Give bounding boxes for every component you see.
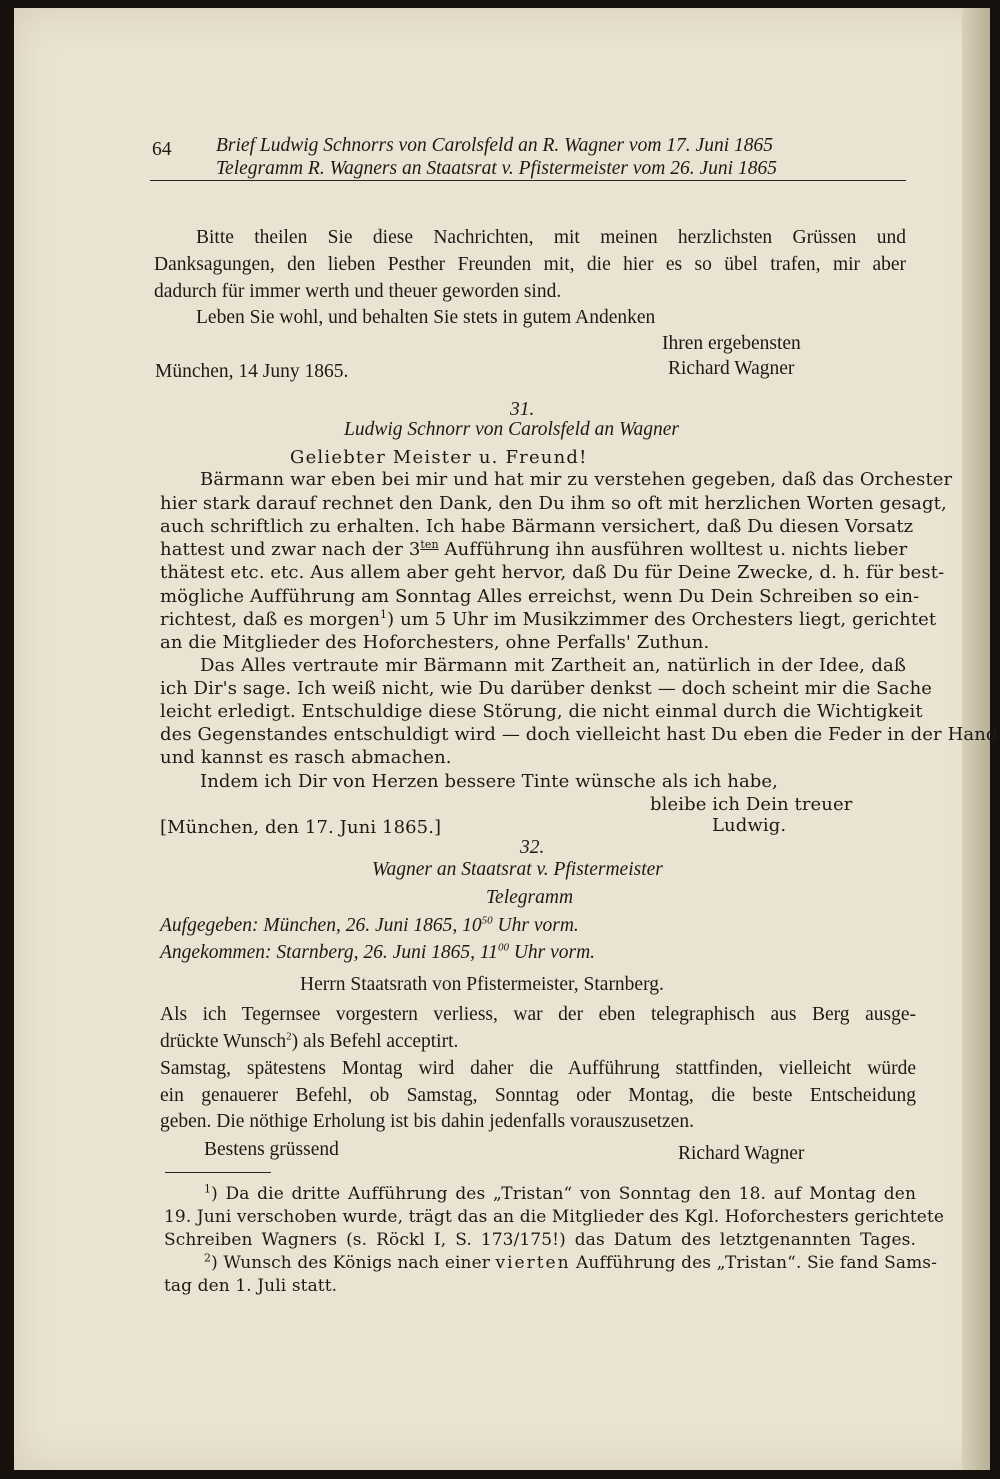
text-line: Bitte theilen Sie diese Nachrichten, mit meinen herzlichsten Grüssen und xyxy=(196,227,906,248)
text-run: ) um 5 Uhr im Musikzimmer des Orchesters liegt, gerichtet xyxy=(387,609,937,630)
footnote-ref: 2 xyxy=(286,1030,292,1043)
letter-number: 31. xyxy=(510,399,535,420)
footnote-ref: 1 xyxy=(380,608,388,621)
letter-closing: Bestens grüssend xyxy=(204,1139,339,1160)
running-title-line-1: Brief Ludwig Schnorrs von Carolsfeld an R. Wagner vom 17. Juni 1865 xyxy=(216,135,773,156)
text-line: ein genauerer Befehl, ob Samstag, Sonntag oder Montag, die beste Entscheidung xyxy=(160,1085,916,1106)
letter-heading: Wagner an Staatsrat v. Pfistermeister xyxy=(372,859,663,880)
footnote-line: 19. Juni verschoben wurde, trägt das an die Mitglieder des Kgl. Hoforchesters gerichtete xyxy=(164,1207,945,1227)
text-run: hattest und zwar nach der 3 xyxy=(160,539,421,560)
letter-heading: Ludwig Schnorr von Carolsfeld an Wagner xyxy=(344,419,679,440)
text-line: auch schriftlich zu erhalten. Ich habe Bärmann versichert, daß Du diesen Vorsatz xyxy=(160,516,914,537)
text-run: Angekommen: Starnberg, 26. Juni 1865, 11 xyxy=(160,942,498,963)
text-line xyxy=(160,608,937,632)
text-line xyxy=(160,1030,458,1054)
superscript: ten xyxy=(420,538,439,551)
footnote-mark: 2 xyxy=(204,1251,212,1265)
letter-closing: bleibe ich Dein treuer xyxy=(650,794,853,815)
letter-subheading: Telegramm xyxy=(486,887,574,908)
text-line: hier stark darauf rechnet den Dank, den Du ihm so oft mit herzlichen Worten gesagt, xyxy=(160,493,947,514)
text-run: ) Da die dritte Aufführung des „Tristan“ von Sonntag den 18. auf Montag den xyxy=(211,1184,916,1204)
text-line: leicht erledigt. Entschuldige diese Störung, die nicht einmal durch die Wichtigkeit xyxy=(160,701,923,722)
salutation: Geliebter Meister u. Freund! xyxy=(290,447,588,468)
text-line: Das Alles vertraute mir Bärmann mit Zartheit an, natürlich in der Idee, daß xyxy=(200,655,906,676)
page-number: 64 xyxy=(152,139,172,160)
text-line xyxy=(160,538,906,562)
header-rule xyxy=(150,180,906,181)
text-run: Aufgegeben: München, 26. Juni 1865, 10 xyxy=(160,915,482,936)
text-line: Als ich Tegernsee vorgestern verliess, war der eben telegraphisch aus Berg ausge- xyxy=(160,1004,916,1025)
text-line: thätest etc. etc. Aus allem aber geht hervor, daß Du für Deine Zwecke, d. h. für best- xyxy=(160,562,945,583)
footnote-rule xyxy=(165,1172,271,1173)
sent-line xyxy=(160,914,579,938)
text-run: Aufführung des „Tristan“. Sie fand Sams- xyxy=(570,1253,937,1273)
text-run: ) Wunsch des Königs nach einer xyxy=(211,1253,496,1273)
text-run: drückte Wunsch xyxy=(160,1031,287,1052)
place-date: [München, den 17. Juni 1865.] xyxy=(160,817,442,838)
footnote-line: Schreiben Wagners (s. Röckl I, S. 173/175!) das Datum des letztgenannten Tages. xyxy=(164,1230,916,1250)
footnote-line xyxy=(204,1251,937,1275)
text-line: Samstag, spätestens Montag wird daher die Aufführung stattfinden, vielleicht würde xyxy=(160,1058,916,1079)
superscript: 50 xyxy=(481,914,493,927)
addressee: Herrn Staatsrath von Pfistermeister, Starnberg. xyxy=(300,974,664,995)
place-date: München, 14 Juny 1865. xyxy=(155,361,349,382)
footnote-line: tag den 1. Juli statt. xyxy=(164,1276,338,1296)
text-line: geben. Die nöthige Erholung ist bis dahin jedenfalls vorauszusetzen. xyxy=(160,1111,694,1132)
signature: Richard Wagner xyxy=(668,358,795,379)
text-run: Uhr vorm. xyxy=(492,915,579,936)
text-line: mögliche Aufführung am Sonntag Alles erreichst, wenn Du Dein Schreiben so ein- xyxy=(160,586,920,607)
text-line: Leben Sie wohl, und behalten Sie stets in gutem Andenken xyxy=(196,307,656,328)
letter-number: 32. xyxy=(520,837,545,858)
footnote-mark: 1 xyxy=(204,1182,212,1196)
text-line: an die Mitglieder des Hoforchesters, ohne Perfalls' Zuthun. xyxy=(160,632,710,653)
signature: Ludwig. xyxy=(712,815,787,836)
text-line: des Gegenstandes entschuldigt wird — doch vielleicht hast Du eben die Feder in der Hand xyxy=(160,724,998,745)
text-line: dadurch für immer werth und theuer geworden sind. xyxy=(154,281,562,302)
text-run-spaced: vierten xyxy=(495,1253,571,1273)
footnote-line xyxy=(204,1182,916,1206)
text-line: Danksagungen, den lieben Pesther Freunden mit, die hier es so übel trafen, mir aber xyxy=(154,254,906,275)
text-line: ich Dir's sage. Ich weiß nicht, wie Du darüber denkst — doch scheint mir die Sache xyxy=(160,678,933,699)
text-run: richtest, daß es morgen xyxy=(160,609,381,630)
received-line xyxy=(160,941,595,965)
superscript: 00 xyxy=(497,941,509,954)
text-line: Indem ich Dir von Herzen bessere Tinte wünsche als ich habe, xyxy=(200,771,779,792)
text-line: und kannst es rasch abmachen. xyxy=(160,747,452,768)
text-run: ) als Befehl acceptirt. xyxy=(291,1031,459,1052)
text-run: Uhr vorm. xyxy=(508,942,596,963)
text-line: Bärmann war eben bei mir und hat mir zu verstehen gegeben, daß das Orchester xyxy=(200,469,953,490)
running-title-line-2: Telegramm R. Wagners an Staatsrat v. Pfistermeister vom 26. Juni 1865 xyxy=(216,158,777,179)
letter-closing: Ihren ergebensten xyxy=(662,333,801,354)
text-run: Aufführung ihn ausführen wolltest u. nichts lieber xyxy=(438,539,908,560)
signature: Richard Wagner xyxy=(678,1143,805,1164)
